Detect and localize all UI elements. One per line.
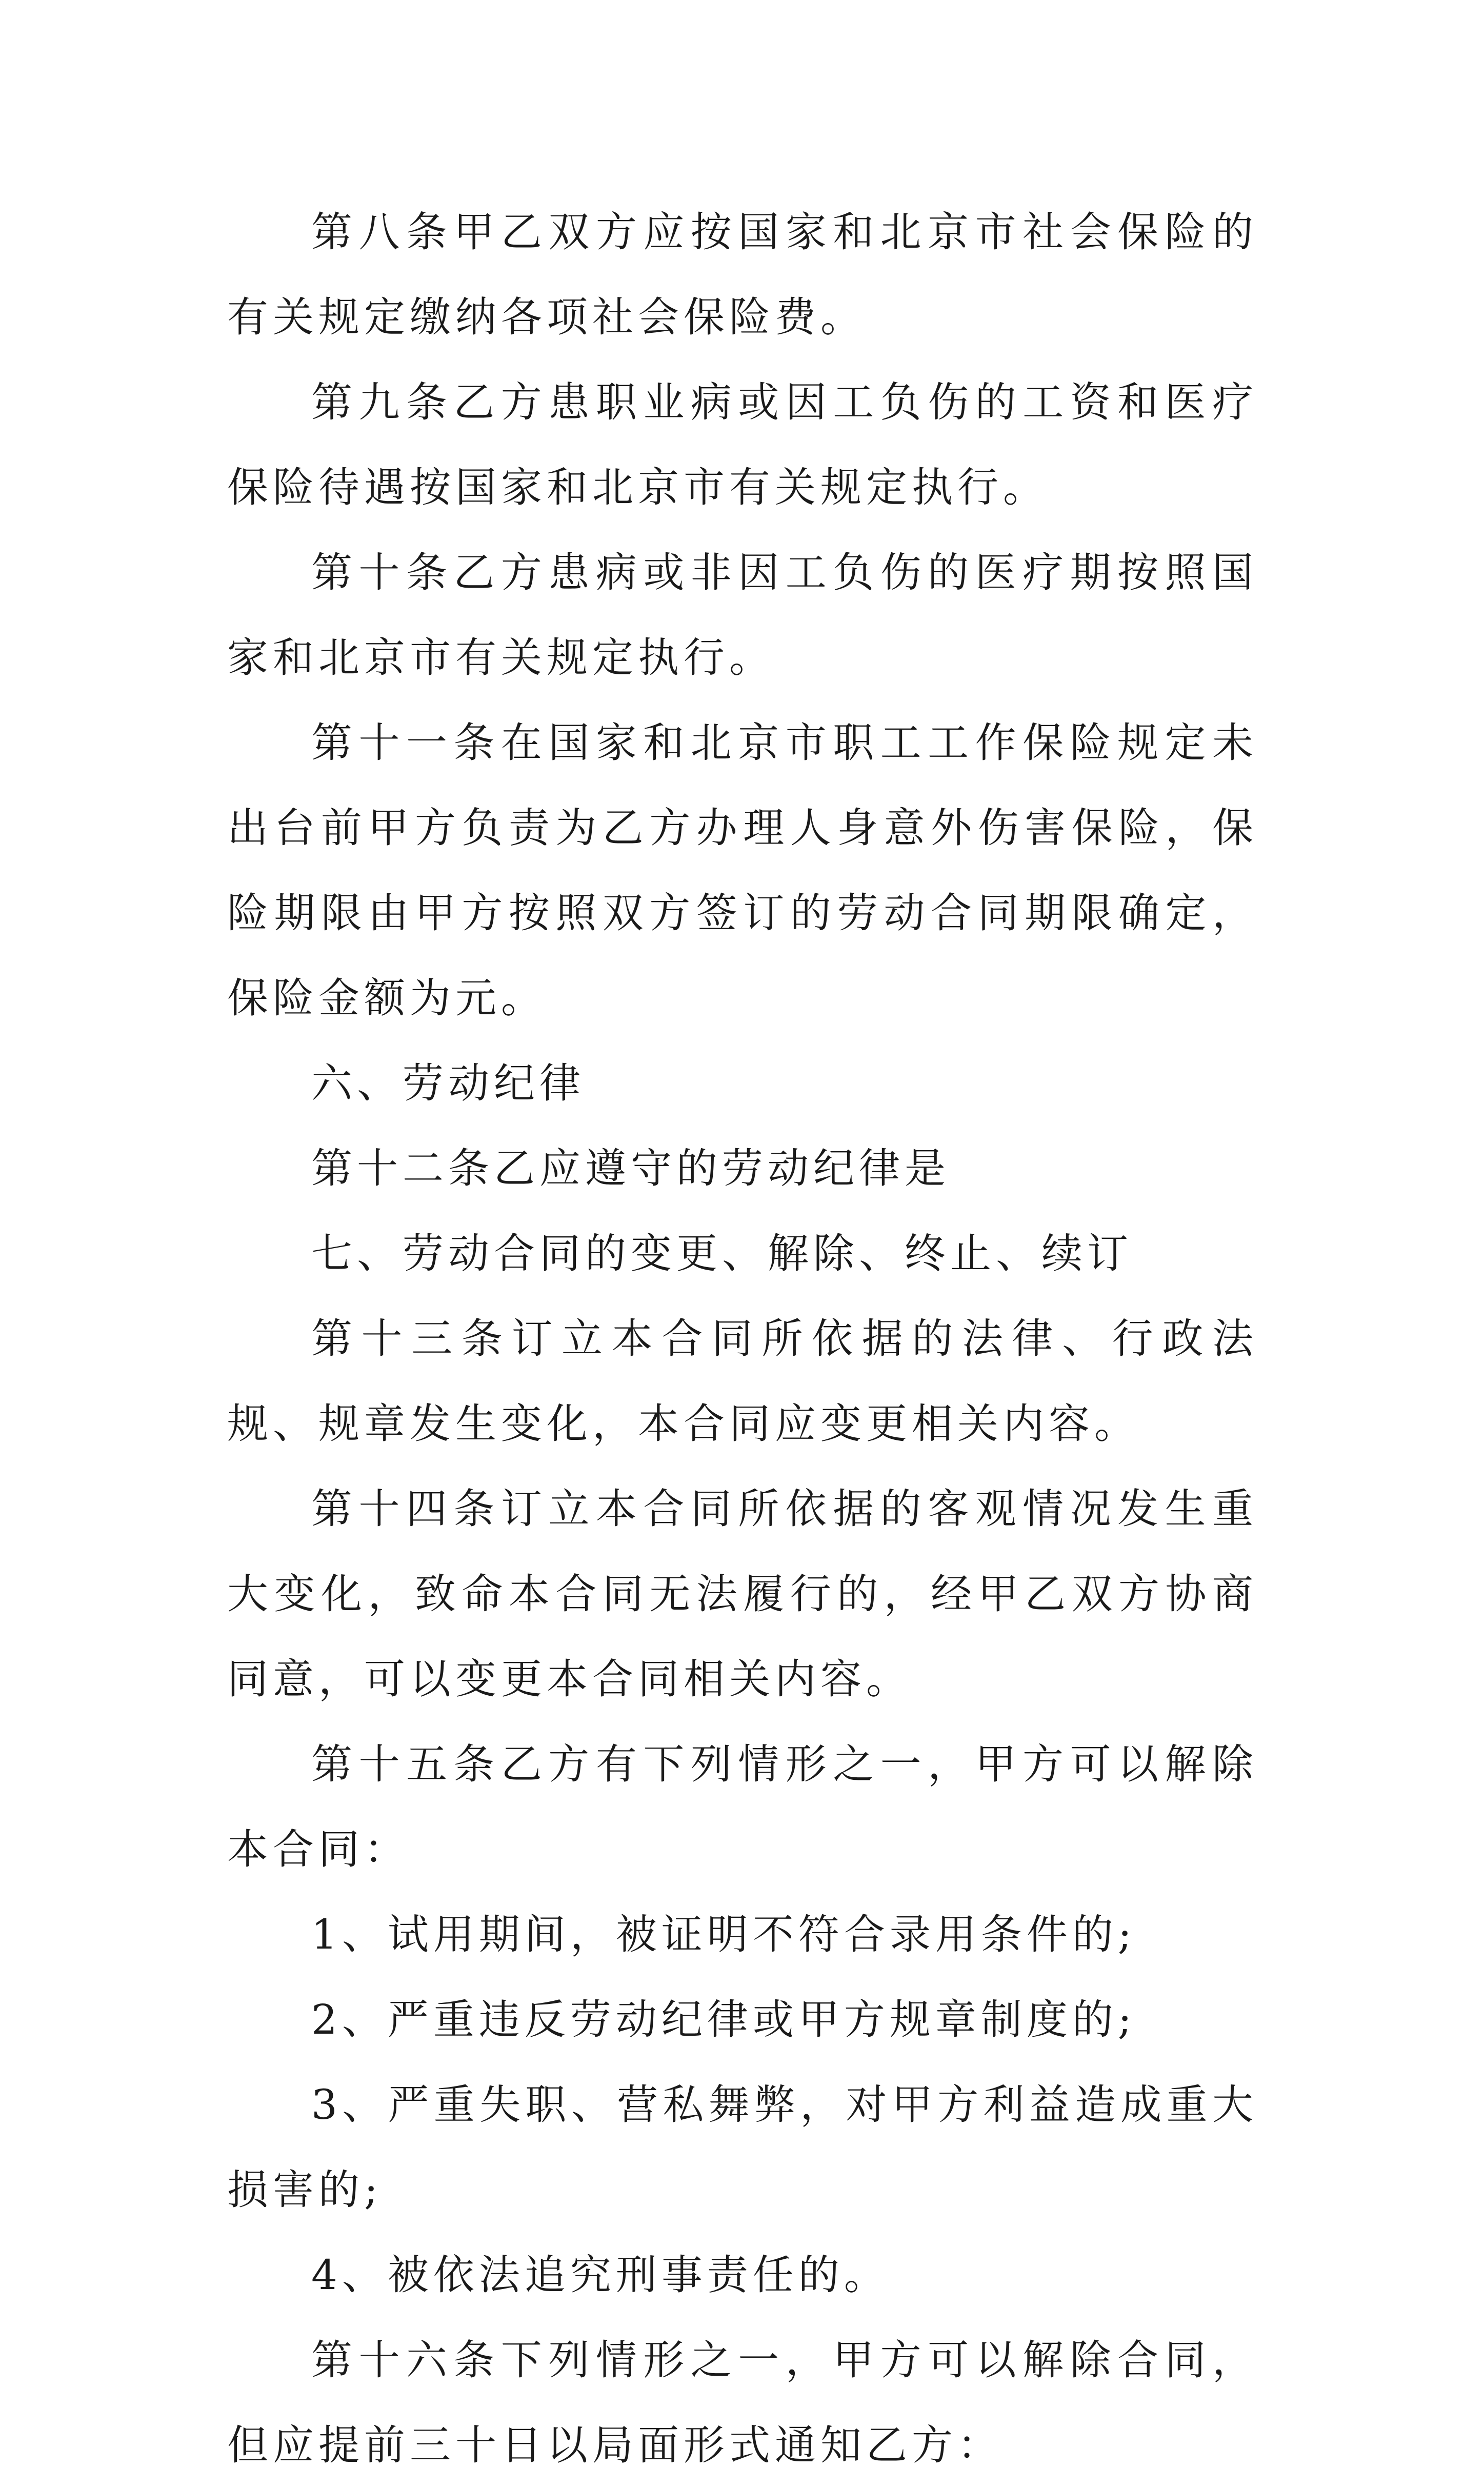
- paragraph-article-10: 第十条乙方患病或非因工负伤的医疗期按照国家和北京市有关规定执行。: [227, 549, 1258, 681]
- paragraph-article-12: 第十二条乙应遵守的劳动纪律是: [311, 1145, 950, 1192]
- list-item-2: 2、严重违反劳动纪律或甲方规章制度的;: [311, 1996, 1136, 2043]
- section-heading-labor-discipline: 六、劳动纪律: [311, 1059, 585, 1107]
- paragraph-article-11: 第十一条在国家和北京市职工工作保险规定未出台前甲方负责为乙方办理人身意外伤害保险，保险期限由甲方按照双方签订的劳动合同期限确定，保险金额为元。: [227, 719, 1258, 1022]
- paragraph-article-15: 第十五条乙方有下列情形之一，甲方可以解除本合同：: [227, 1740, 1258, 1873]
- paragraph-article-8: 第八条甲乙双方应按国家和北京市社会保险的有关规定缴纳各项社会保险费。: [227, 208, 1258, 341]
- list-item-3: 3、严重失职、营私舞弊，对甲方利益造成重大损害的;: [227, 2081, 1258, 2214]
- list-item-1: 1、试用期间，被证明不符合录用条件的;: [311, 1911, 1136, 1958]
- paragraph-article-14: 第十四条订立本合同所依据的客观情况发生重大变化，致命本合同无法履行的，经甲乙双方协商同意，可以变更本合同相关内容。: [227, 1485, 1258, 1703]
- list-item-4: 4、被依法追究刑事责任的。: [311, 2251, 890, 2299]
- paragraph-article-13: 第十三条订立本合同所依据的法律、行政法规、规章发生变化，本合同应变更相关内容。: [227, 1315, 1258, 1448]
- document-body: [227, 190, 1258, 2488]
- paragraph-article-9: 第九条乙方患职业病或因工负伤的工资和医疗保险待遇按国家和北京市有关规定执行。: [227, 378, 1258, 511]
- paragraph-article-16: 第十六条下列情形之一，甲方可以解除合同，但应提前三十日以局面形式通知乙方：: [227, 2336, 1258, 2469]
- section-heading-contract-changes: 七、劳动合同的变更、解除、终止、续订: [311, 1230, 1133, 1277]
